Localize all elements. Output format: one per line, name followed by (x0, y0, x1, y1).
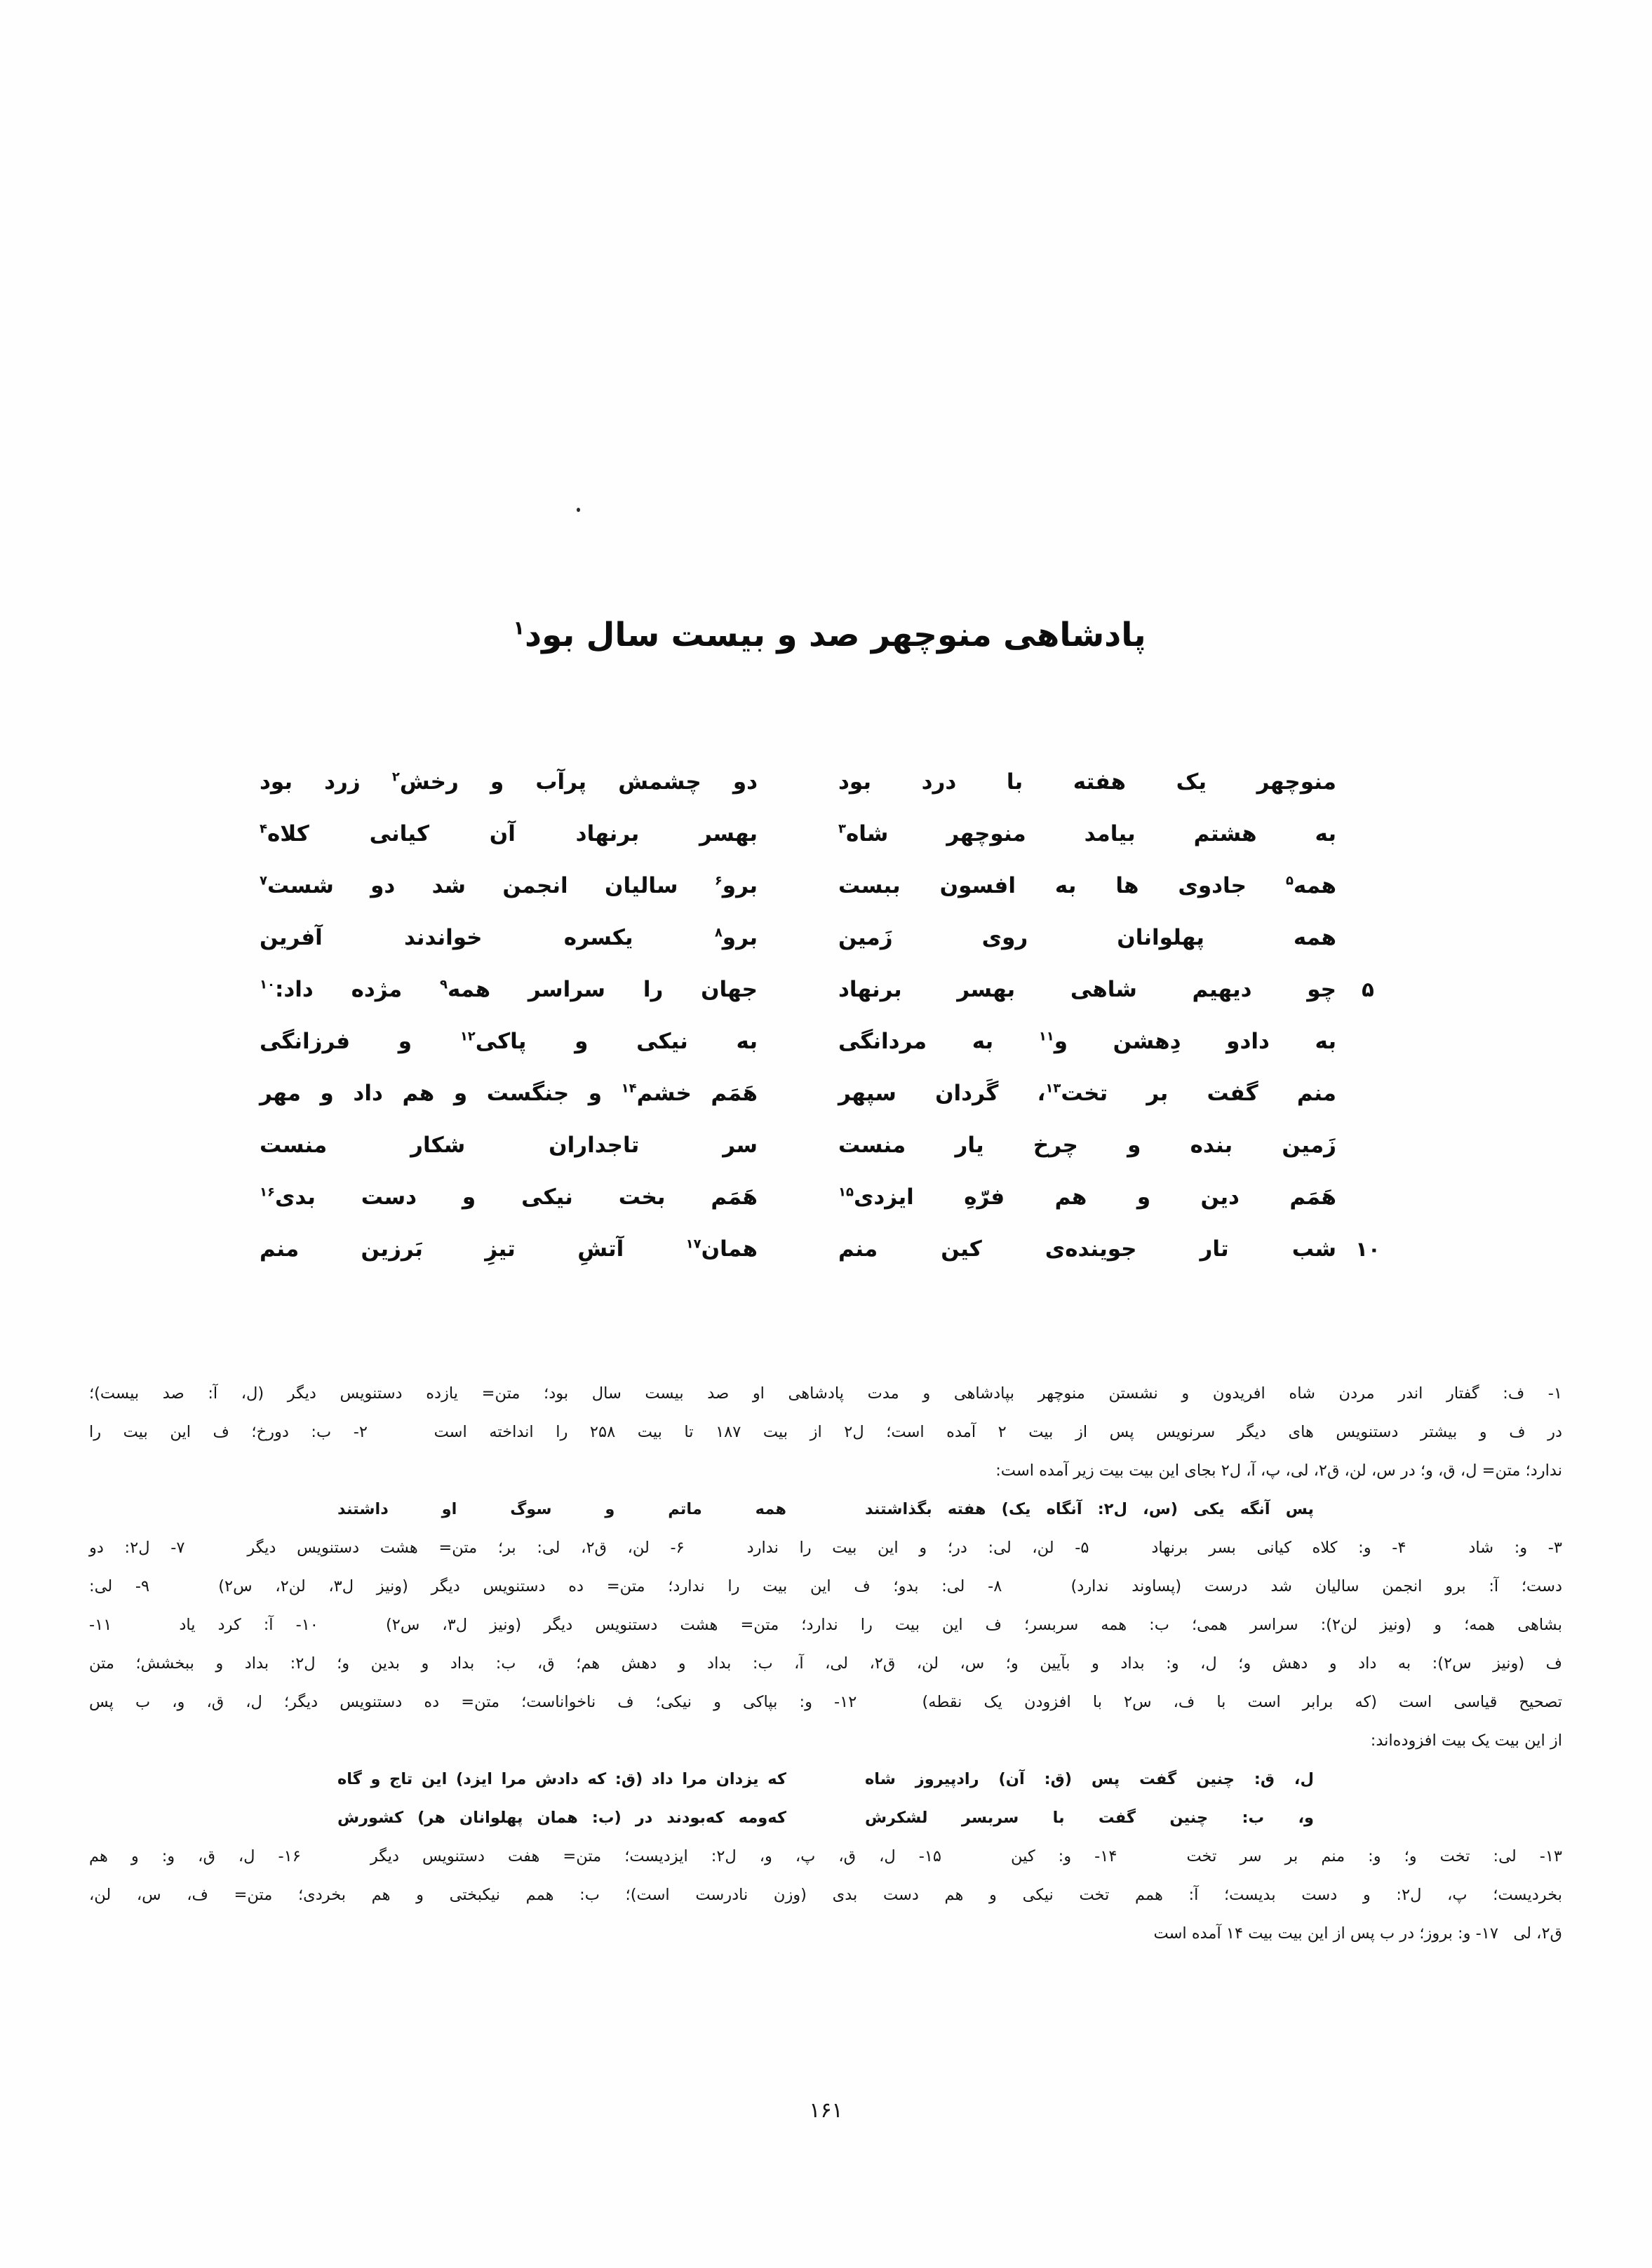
second-hemistich (260, 1223, 758, 1275)
apparatus-verse-first-hemistich: و، ب: چنین گفت با سربسر لشکرش (865, 1809, 1314, 1827)
second-hemistich (260, 1171, 758, 1223)
footnote-ref: ۴ (260, 821, 267, 837)
first-hemistich (838, 808, 1336, 860)
verse-text: بهسر برنهاد آن کیانی کلاه (267, 821, 758, 846)
couplet-row (260, 964, 1399, 1015)
footnote-ref: ۱۴ (621, 1081, 637, 1096)
couplet-row (260, 756, 1399, 808)
verse-text: هَمَم خشم (636, 1081, 758, 1106)
verse-text: ، گَردان سپهر (838, 1081, 1046, 1106)
footnote-ref: ۱۰ (260, 977, 275, 992)
apparatus-verse-second-hemistich: که‌ومه که‌بودند در (ب: همان پهلوانان هر) کشورش (337, 1809, 786, 1827)
verse-text: و فرزانگی (260, 1029, 460, 1054)
couplet-row (260, 1171, 1399, 1223)
verse-text: آتشِ تیزِ بَرزین منم (260, 1236, 686, 1262)
couplet-row (260, 1015, 1399, 1067)
verse-text: هَمَم بخت نیکی و دست بدی (274, 1184, 758, 1210)
apparatus-line: از این بیت یک بیت افزوده‌اند: (1370, 1732, 1562, 1750)
apparatus-line: ق۲، لی ۱۷- و: بروز؛ در ب پس از این بیت بیت ۱۴ آمده است (1153, 1924, 1562, 1943)
verse-text: هَمَم دین و هم فرّهِ ایزدی (853, 1184, 1336, 1210)
first-hemistich (838, 912, 1336, 964)
verse-text: زَمین بنده و چرخ یار منست (838, 1133, 1336, 1158)
verse-text: همه پهلوانان روی زَمین (838, 925, 1336, 950)
verse-text: به هشتم بیامد منوچهر شاه (845, 821, 1336, 846)
verse-text: به نیکی و پاکی (475, 1029, 758, 1054)
footnote-ref: ۵ (1285, 873, 1294, 889)
footnote-ref: ۷ (260, 873, 267, 889)
couplet-row (260, 860, 1399, 912)
first-hemistich (838, 1015, 1336, 1067)
poem-block (260, 756, 1399, 1275)
footnote-ref: ۶ (714, 873, 723, 889)
verse-text: جهان را سراسر همه (448, 977, 758, 1002)
verse-text: برو (722, 925, 758, 950)
footnote-ref: ۳ (838, 821, 846, 837)
apparatus-verse-second-hemistich: همه ماتم و سوگ او داشتند (337, 1500, 786, 1518)
first-hemistich (838, 1171, 1336, 1223)
apparatus-line: بخردیست؛ پ، ل۲: و دست بدیست؛ آ: همم تخت نیکی و هم دست بدی (وزن نادرست است)؛ ب: همم نیکبختی و هم بخردی؛ متن= ف، س، لن، (89, 1886, 1562, 1904)
apparatus-line: ندارد؛ متن= ل، ق، و؛ در س، لن، ق۲، لی، پ، آ، ل۲ بجای این بیت بیت زیر آمده است: (995, 1462, 1562, 1480)
verse-text: برو (722, 873, 758, 898)
apparatus-line: تصحیح قیاسی است (که برابر است با ف، س۲ با افزودن یک نقطه) ۱۲- و: بپاکی و نیکی؛ ف ناخواناست؛ متن= ده دستنویس دیگر؛ ل، ق، و، ب پس (89, 1693, 1563, 1711)
verse-text: همان (701, 1236, 758, 1262)
verse-text: سالیان انجمن شد دو شست (267, 873, 715, 898)
first-hemistich (838, 964, 1336, 1015)
verse-text: جادوی ها به افسون ببست (838, 873, 1286, 898)
apparatus-line: در ف و بیشتر دستنویس های دیگر سرنویس پس از بیت ۲ آمده است؛ ل۲ از بیت ۱۸۷ تا بیت ۲۵۸ را انداخته است ۲- ب: دورخ؛ ف این بیت را (89, 1423, 1562, 1441)
couplet-row (260, 1067, 1399, 1119)
second-hemistich (260, 1119, 758, 1171)
footnote-ref: ۱۲ (459, 1029, 476, 1044)
verse-text: دو چشمش پرآب و رخش (399, 769, 758, 795)
verse-text: زرد بود (260, 769, 392, 795)
second-hemistich (260, 1067, 758, 1119)
second-hemistich (260, 964, 758, 1015)
apparatus-line: ۱- ف: گفتار اندر مردن شاه افریدون و نشستن منوچهر بپادشاهی و مدت پادشاهی او صد بیست سال بود؛ متن= یازده دستنویس دیگر (ل، آ: صد بیست)؛ (89, 1384, 1562, 1403)
second-hemistich (260, 1015, 758, 1067)
couplet-row (260, 808, 1399, 860)
couplet-row (260, 1223, 1399, 1275)
chapter-title (260, 616, 1399, 654)
couplet-row (260, 1119, 1399, 1171)
critical-apparatus (89, 1375, 1562, 1953)
verse-text: به مردانگی (838, 1029, 1039, 1054)
footnote-ref: ۱۵ (838, 1184, 854, 1200)
apparatus-verse-first-hemistich: پس آنگه یکی (س، ل۲: آنگاه یک) هفته بگذاشتند (865, 1500, 1314, 1518)
apparatus-line: ۳- و: شاد ۴- و: کلاه کیانی بسر برنهاد ۵- لن، لی: در؛ و این بیت را ندارد ۶- لن، ق۲، لی: بر؛ متن= هشت دستنویس دیگر ۷- ل۲: دو (89, 1539, 1562, 1557)
footnote-ref: ۲ (391, 769, 400, 785)
footnote-ref: ۱۷ (685, 1236, 701, 1252)
first-hemistich (838, 1067, 1336, 1119)
ink-speck (577, 508, 580, 512)
first-hemistich (838, 1223, 1336, 1275)
verse-text: یکسره خواندند آفرین (260, 925, 715, 950)
second-hemistich (260, 912, 758, 964)
footnote-ref: ۱۳ (1045, 1081, 1061, 1096)
second-hemistich (260, 860, 758, 912)
apparatus-verse (89, 1760, 1562, 1799)
apparatus-line: بشاهی همه؛ و (ونیز لن۲): سراسر همی؛ ب: همه سربسر؛ ف این بیت را ندارد؛ متن= هشت دستنویس دیگر (ونیز ل۳، س۲) ۱۰- آ: کرد یاد ۱۱- (89, 1616, 1563, 1634)
couplet-number: ۱۰ (1355, 1237, 1381, 1261)
page-number: ۱۶۱ (809, 2098, 843, 2123)
verse-text: چو دیهیم شاهی بهسر برنهاد (838, 977, 1336, 1002)
first-hemistich (838, 860, 1336, 912)
apparatus-verse (89, 1799, 1562, 1837)
verse-text: به دادو دِهشن و (1054, 1029, 1336, 1054)
footnote-ref: ۸ (714, 925, 723, 940)
verse-text: شب تار جوینده‌ی کین منم (838, 1236, 1336, 1262)
verse-text: سر تاجداران شکار منست (260, 1133, 758, 1158)
couplet-number: ۵ (1362, 978, 1374, 1001)
verse-text: منوچهر یک هفته با درد بود (838, 769, 1336, 795)
verse-text: و جنگست و هم داد و مهر (260, 1081, 622, 1106)
apparatus-line: ف (ونیز س۲): به داد و دهش و؛ ل، و: بداد و بآیین و؛ س، لن، ق۲، لی، آ، ب: بداد و دهش هم؛ ق، ب: بداد و بدین و؛ ل۲: بداد و ببخشش؛ متن (89, 1654, 1562, 1673)
apparatus-verse (89, 1490, 1562, 1529)
apparatus-line: دست؛ آ: برو انجمن سالیان شد درست (پساوند ندارد) ۸- لی: بدو؛ ف این بیت را ندارد؛ متن= ده دستنویس دیگر (ونیز ل۳، لن۲، س۲) ۹- لی: (89, 1577, 1562, 1595)
verse-text: منم گفت بر تخت (1061, 1081, 1336, 1106)
first-hemistich (838, 756, 1336, 808)
chapter-title-text: پادشاهی منوچهر صد و بیست سال بود (525, 616, 1146, 654)
footnote-ref: ۱۱ (1038, 1029, 1054, 1044)
second-hemistich (260, 808, 758, 860)
apparatus-verse-first-hemistich: ل، ق: چنین گفت پس (ق: آن) رادپیروز شاه (865, 1770, 1314, 1788)
couplet-row (260, 912, 1399, 964)
verse-text: مژده داد: (274, 977, 441, 1002)
footnote-ref: ۹ (440, 977, 448, 992)
verse-text: همه (1293, 873, 1336, 898)
chapter-title-footnote-ref: ۱ (513, 617, 525, 640)
apparatus-line: ۱۳- لی: تخت و؛ و: منم بر سر تخت ۱۴- و: کین ۱۵- ل، ق، پ، و، ل۲: ایزدیست؛ متن= هفت دستنویس دیگر ۱۶- ل، ق، و: و هم (89, 1847, 1563, 1865)
second-hemistich (260, 756, 758, 808)
first-hemistich (838, 1119, 1336, 1171)
footnote-ref: ۱۶ (260, 1184, 275, 1200)
apparatus-verse-second-hemistich: که یزدان مرا داد (ق: که دادش مرا ایزد) این تاج و گاه (337, 1770, 786, 1788)
